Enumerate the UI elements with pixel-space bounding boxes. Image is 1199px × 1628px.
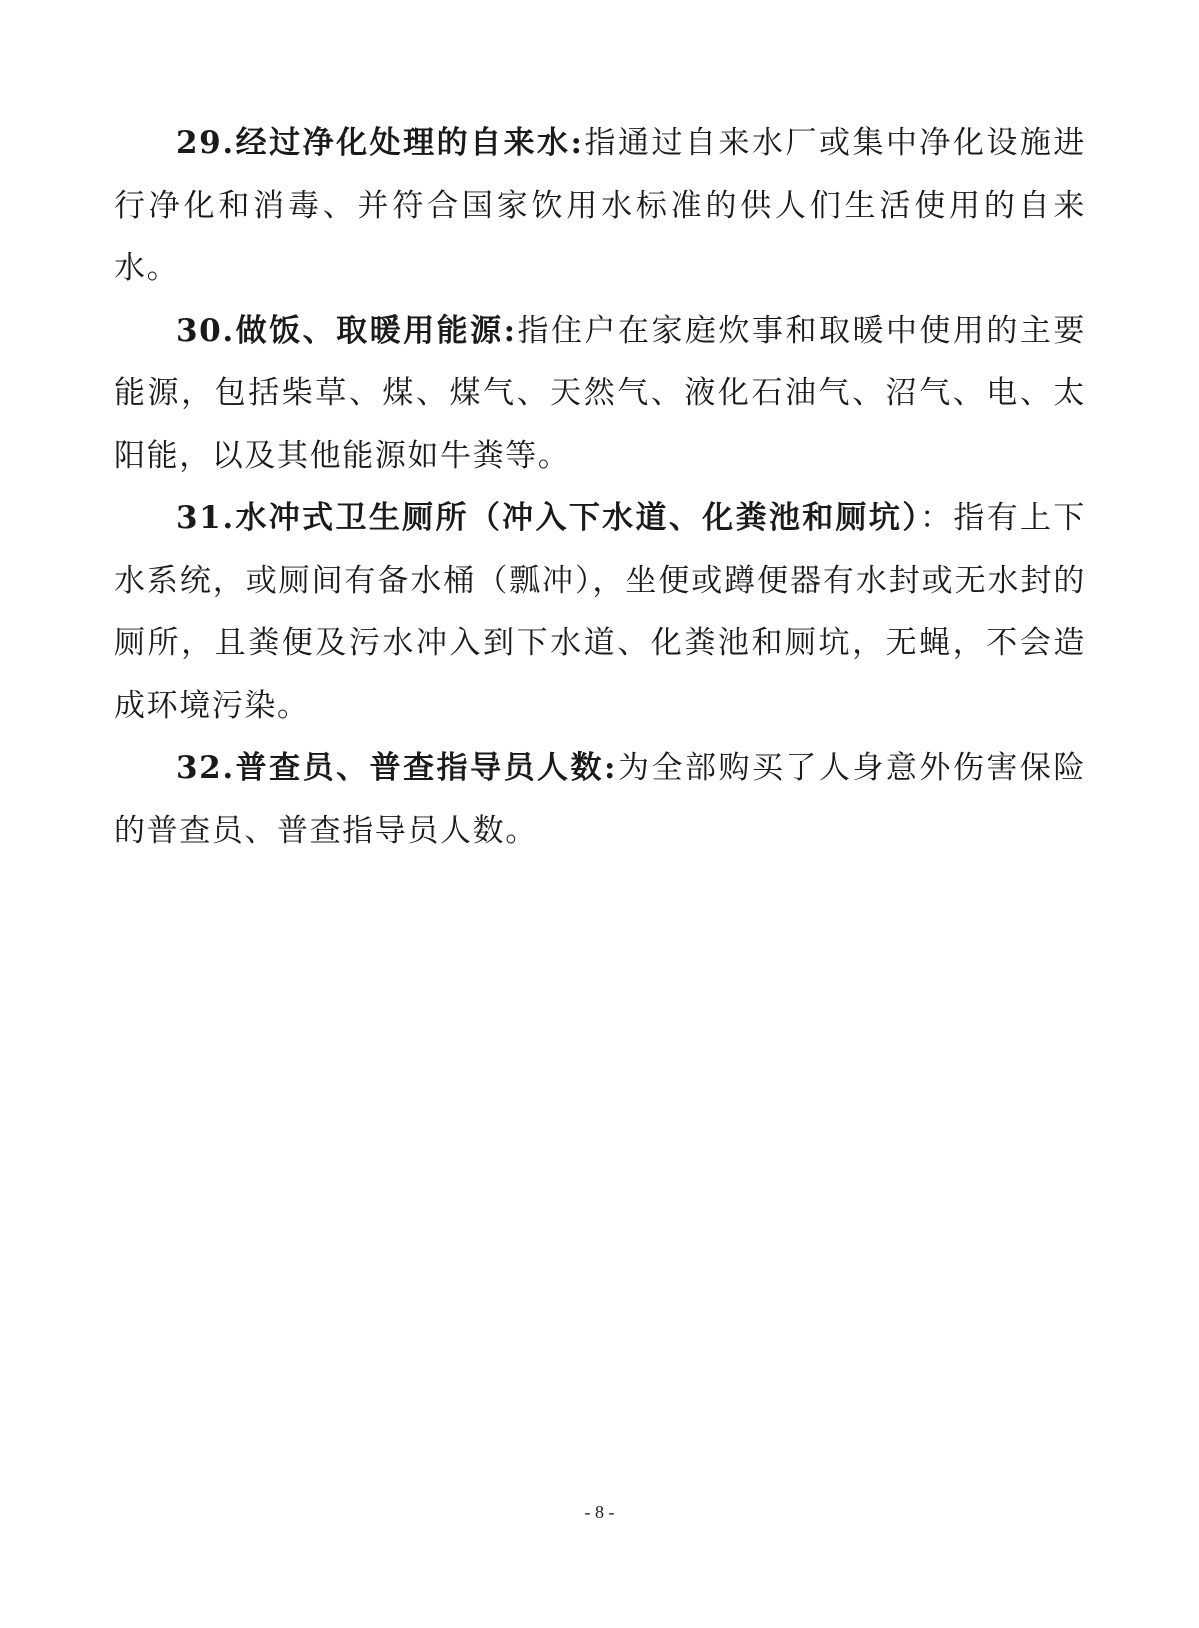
definition-text: 指住户在家庭炊事和取暖中使用的主要能源，包括柴草、煤、煤气、天然气、液化石油气、沼气、电、太阳能，以及其他能源如牛粪等。 [114, 312, 1087, 474]
definition-paragraph-32 [114, 737, 1086, 862]
definition-term: 32.普查员、普查指导员人数: [176, 750, 618, 786]
definition-term: 31.水冲式卫生厕所（冲入下水道、化粪池和厕坑） [176, 500, 921, 536]
document-body [114, 112, 1086, 862]
definition-paragraph-31 [114, 487, 1086, 737]
definition-paragraph-30 [114, 300, 1086, 488]
definition-term: 30.做饭、取暖用能源: [176, 312, 517, 349]
definition-text: 为全部购买了人身意外伤害保险的普查员、普查指导员人数。 [114, 750, 1086, 849]
definition-paragraph-29 [114, 112, 1086, 300]
definition-text: ：指有上下水系统，或厕间有备水桶（瓢冲），坐便或蹲便器有水封或无水封的厕所，且粪便及污水冲入到下水道、化粪池和厕坑，无蝇，不会造成环境污染。 [114, 500, 1086, 724]
definition-text: 指通过自来水厂或集中净化设施进行净化和消毒、并符合国家饮用水标准的供人们生活使用的自来水。 [114, 125, 1087, 286]
page-number: - 8 - [584, 1502, 615, 1522]
definition-term: 29.经过净化处理的自来水: [176, 125, 584, 161]
